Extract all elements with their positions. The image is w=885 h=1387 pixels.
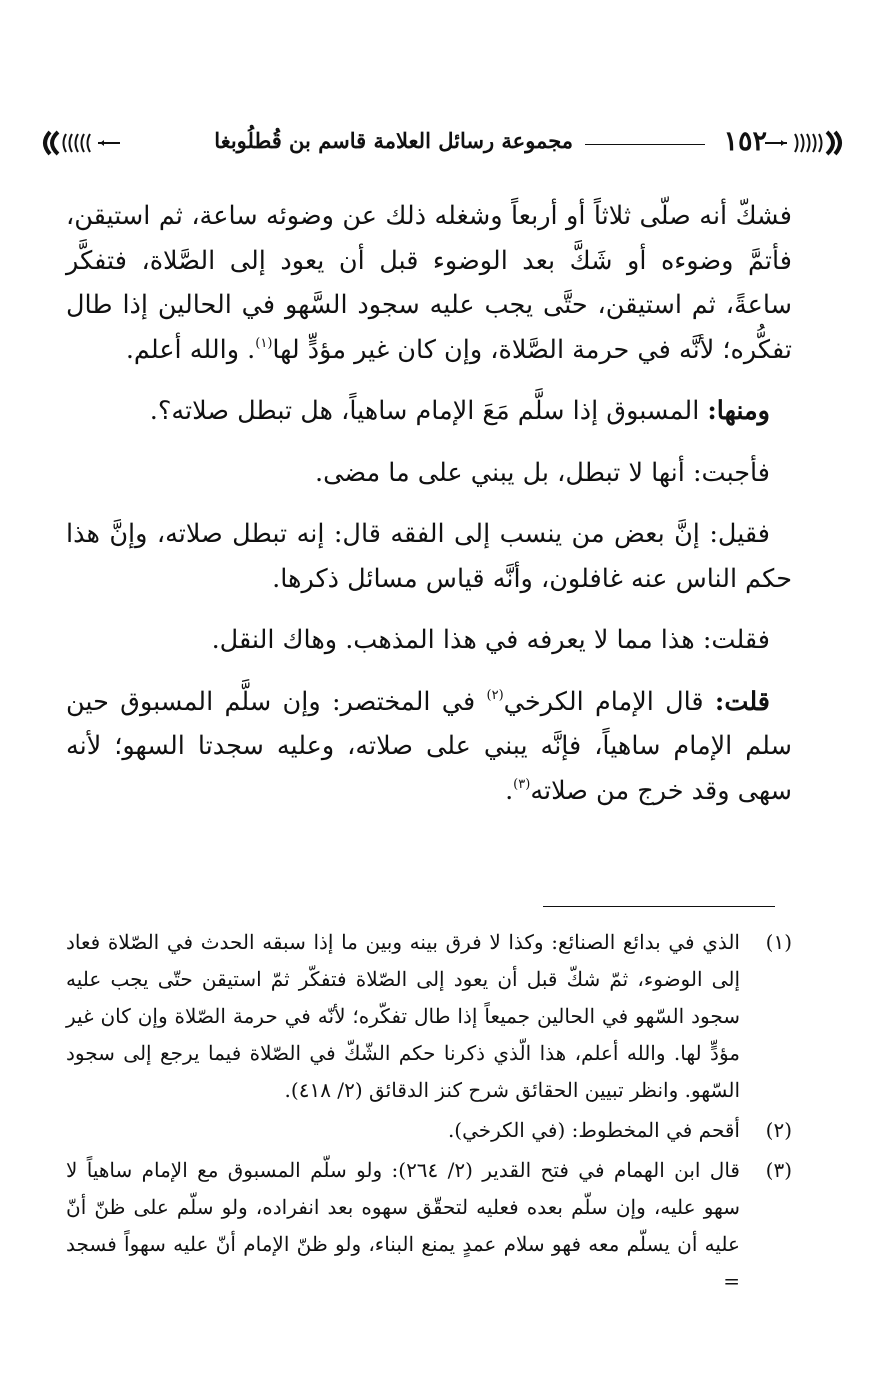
paragraph-text: أنها لا تبطل، بل يبني على ما مضى. — [314, 457, 693, 488]
paragraph-text: إنَّ بعض من ينسب إلى الفقه قال: إنه تبطل صلاته، وإنَّ هذا حكم الناس عنه غافلون، وأنَّه قياس مسائل ذكرها. — [66, 519, 792, 594]
page-number: ١٥٢ — [723, 126, 767, 157]
paragraph-lead: قلت: — [714, 686, 770, 717]
paragraph-text: . والله أعلم. — [125, 334, 256, 365]
paragraph-text: قال الإمام الكرخي — [503, 686, 715, 717]
paragraph — [66, 618, 792, 663]
header-ornament-icon — [765, 130, 845, 156]
paragraph-text: . — [505, 775, 514, 806]
paragraph — [66, 512, 792, 601]
footnote — [66, 1152, 792, 1300]
main-text — [66, 194, 792, 813]
paragraph-text: في المختصر: وإن سلَّم المسبوق حين سلم الإمام ساهياً، فإنَّه يبني على صلاته، وعليه سجدتا السهو؛ لأنه سهى وقد خرج من صلاته — [66, 686, 792, 806]
paragraph-text: المسبوق إذا سلَّم مَعَ الإمام ساهياً، هل تبطل صلاته؟. — [149, 396, 708, 426]
paragraph-lead: فقلت: — [702, 625, 770, 655]
paragraph-lead: ومنها: — [707, 396, 770, 426]
paragraph — [66, 194, 792, 372]
running-header — [40, 122, 845, 166]
paragraph — [66, 680, 792, 814]
footnote-ref: (٢) — [486, 687, 504, 703]
footnote — [66, 924, 792, 1109]
header-title: مجموعة رسائل العلامة قاسم بن قُطلُوبغا — [214, 128, 573, 153]
header-rule — [585, 144, 705, 145]
header-ornament-icon — [40, 130, 120, 156]
footnote-text: الذي في بدائع الصنائع: وكذا لا فرق بينه وبين ما إذا سبقه الحدث في الصّلاة فعاد إلى الوضوء، ثمّ شكّ قبل أن يعود إلى الصّلاة فتفكّر ثمّ استيقن حتّى يجب عليه سجود السّهو في الحالين جميعاً إذا طال تفكّره؛ لأنّه في حرمة الصّلاة وإن كان غير مؤدٍّ لها. والله أعلم، هذا الّذي ذكرنا حكم الشّكّ في الصّلاة فيما يرجع إلى سجود السّهو. وانظر تبيين الحقائق شرح كنز الدقائق (٢/ ٤١٨). — [66, 930, 740, 1102]
footnote — [66, 1112, 792, 1149]
footnote-separator — [543, 906, 775, 907]
paragraph-text: فشكّ أنه صلّى ثلاثاً أو أربعاً وشغله ذلك عن وضوئه ساعة، ثم استيقن، فأتمَّ وضوءه أو شَكَّ بعد الوضوء قبل أن يعود إلى الصَّلاة، فتفكَّر ساعةً، ثم استيقن، حتَّى يجب عليه سجود السَّهو في الحالين إذا طال تفكُّره؛ لأنَّه في حرمة الصَّلاة، وإن كان غير مؤدٍّ لها — [66, 201, 792, 365]
footnotes — [66, 924, 792, 1303]
footnote-number: (١) — [765, 930, 792, 954]
footnote-number: (٣) — [765, 1158, 792, 1182]
paragraph-lead: فقيل: — [709, 519, 770, 549]
paragraph — [66, 389, 792, 434]
footnote-text: قال ابن الهمام في فتح القدير (٢/ ٢٦٤): ولو سلّم المسبوق مع الإمام ساهياً لا سهو عليه، وإن سلّم بعده فعليه لتحقّق سهوه بعد انفراده، ولو سلّم على ظنّ أنّ عليه أن يسلّم معه فهو سلام عمدٍ يمنع البناء، ولو ظنّ الإمام أنّ عليه سهواً فسجد = — [66, 1158, 740, 1293]
footnote-ref: (٣) — [513, 776, 531, 792]
paragraph — [66, 451, 792, 496]
footnote-ref: (١) — [255, 335, 273, 351]
paragraph-lead: فأجبت: — [692, 457, 770, 488]
footnote-number: (٢) — [765, 1118, 792, 1142]
footnote-text: أقحم في المخطوط: (في الكرخي). — [447, 1118, 740, 1142]
paragraph-text: هذا مما لا يعرفه في هذا المذهب. وهاك النقل. — [211, 625, 703, 655]
